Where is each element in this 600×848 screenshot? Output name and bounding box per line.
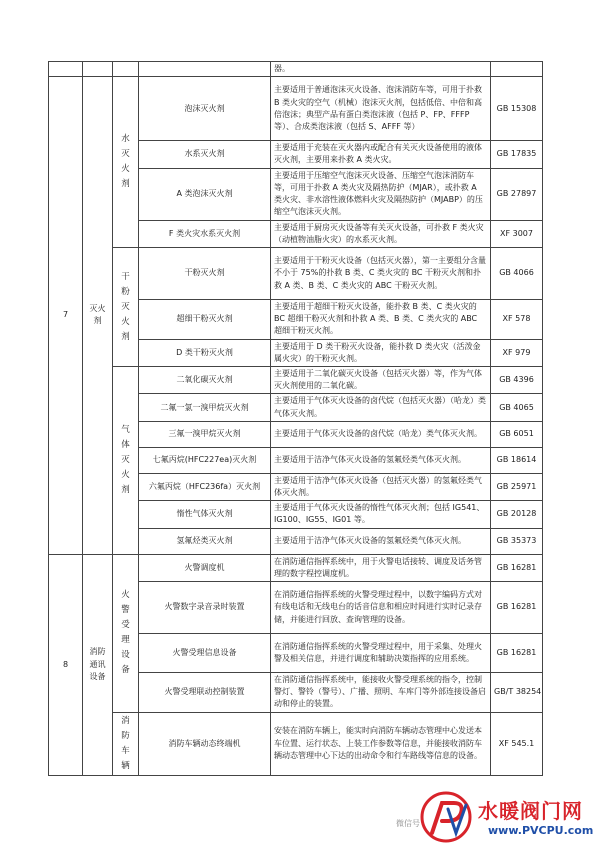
category-cell: 消防通讯设备 [83,554,113,775]
subcategory-cell: 气体灭火剂 [113,367,139,555]
row-number: 8 [49,554,83,775]
pv-logo-icon [418,789,474,845]
product-name: 氢氟烃类灭火剂 [139,528,271,554]
description-cell: 主要适用于压缩空气泡沫灭火设备、压缩空气泡沫消防车等，可用于扑救 A 类火灾及隔热防护（MJAR），或扑救 A 类火灾、非水溶性液体燃料火灾及隔热防护（MJABP）的压缩空气泡沫灭火剂。 [271,168,491,220]
subcategory-cell: 干粉灭火剂 [113,248,139,367]
standard-code: GB 17835 [491,141,543,168]
subcategory-cell: 火警受理设备 [113,554,139,712]
description-cell: 器。 [271,62,491,77]
wechat-stamp: 微信号 [396,819,420,828]
description-cell: 主要适用于充装在灭火器内或配合有关灭火设备使用的液体灭火剂，主要用来扑救 A 类火灾。 [271,141,491,168]
product-name: 火警受理信息设备 [139,634,271,673]
description-cell: 主要适用于干粉灭火设备（包括灭火器），第一主要组分含量不小于 75%的扑救 B 类、C 类火灾的 BC 干粉灭火剂和扑救 A 类、B 类、C 类火灾的 ABC 干粉灭火剂。 [271,248,491,300]
description-cell: 主要适用于洁净气体灭火设备的氢氟烃类气体灭火剂。 [271,447,491,473]
description-cell: 主要适用于 D 类干粉灭火设备，能扑救 D 类火灾（活泼金属火灾）的干粉灭火剂。 [271,339,491,366]
standard-code: GB 20128 [491,501,543,528]
description-cell: 主要适用于普通泡沫灭火设备、泡沫消防车等，可用于扑救 B 类火灾的空气（机械）泡沫灭火剂，包括低倍、中倍和高倍泡沫；典型产品有蛋白类泡沫液（包括 P、FP、FFFP 等）、合成类泡沫液（包括 S、AFFF 等） [271,77,491,141]
table-row [49,554,543,581]
product-name: 消防车辆动态终端机 [139,712,271,775]
standard-code: GB 35373 [491,528,543,554]
description-cell: 主要适用于气体灭火设备的惰性气体灭火剂；包括 IG541、IG100、IG55、IG01 等。 [271,501,491,528]
description-cell: 主要适用于洁净气体灭火设备（包括灭火器）的氢氟烃类气体灭火剂。 [271,473,491,500]
table-row [49,62,543,77]
description-cell: 主要适用于洁净气体灭火设备的氢氟烃类气体灭火剂。 [271,528,491,554]
watermark-title: 水暖阀门网 [478,799,583,823]
product-name: 火警调度机 [139,554,271,581]
product-name: 三氟一溴甲烷灭火剂 [139,421,271,447]
subcategory-cell: 水灭火剂 [113,77,139,248]
description-cell: 主要适用于二氧化碳灭火设备（包括灭火器）等，作为气体灭火剂使用的二氧化碳。 [271,367,491,394]
standard-code: GB/T 38254 [491,673,543,713]
product-name: F 类火灾水系灭火剂 [139,220,271,247]
product-name: 干粉灭火剂 [139,248,271,300]
description-cell: 主要适用于气体灭火设备的卤代烷（哈龙）类气体灭火剂。 [271,421,491,447]
standard-code: GB 16281 [491,634,543,673]
table-row [49,712,543,775]
standard-code: XF 545.1 [491,712,543,775]
product-name: 超细干粉灭火剂 [139,300,271,340]
product-name: 惰性气体灭火剂 [139,501,271,528]
product-name: 泡沫灭火剂 [139,77,271,141]
product-name: 六氟丙烷（HFC236fa）灭火剂 [139,473,271,500]
standard-code: GB 18614 [491,447,543,473]
product-name: 火警数字录音录时装置 [139,582,271,634]
standards-table [48,61,543,776]
subcategory-cell: 消防车辆 [113,712,139,775]
description-cell: 主要适用于气体灭火设备的卤代烷（包括灭火器）（哈龙）类气体灭火剂。 [271,394,491,421]
description-cell: 在消防通信指挥系统中，用于火警电话接转、调度及话务管理的数字程控调度机。 [271,554,491,581]
standard-code: GB 25971 [491,473,543,500]
category-cell: 灭火剂 [83,77,113,554]
product-name: 七氟丙烷(HFC227ea)灭火剂 [139,447,271,473]
standard-code: GB 16281 [491,554,543,581]
description-cell: 主要适用于超细干粉灭火设备，能扑救 B 类、C 类火灾的 BC 超细干粉灭火剂和扑救 A 类、B 类、C 类火灾的 ABC 超细干粉灭火剂。 [271,300,491,340]
standard-code: GB 27897 [491,168,543,220]
description-cell: 在消防通信指挥系统的火警受理过程中，用于采集、处理火警及相关信息，并进行调度和辅助决策指挥的应用系统。 [271,634,491,673]
site-watermark [418,789,598,845]
description-cell: 在消防通信指挥系统的火警受理过程中，以数字编码方式对有线电话和无线电台的话音信息和相应时间进行实时记录存储，并能进行回放、查询管理的设备。 [271,582,491,634]
description-cell: 主要适用于厨房灭火设备等有关灭火设备，可扑救 F 类火灾（动植物油脂火灾）的水系灭火剂。 [271,220,491,247]
product-name: 火警受理联动控制装置 [139,673,271,713]
product-name: 水系灭火剂 [139,141,271,168]
standard-code: GB 4065 [491,394,543,421]
standard-code: GB 15308 [491,77,543,141]
watermark-url: www.PVCPU.com [488,824,594,837]
standard-code: XF 578 [491,300,543,340]
description-cell: 安装在消防车辆上，能实时向消防车辆动态管理中心发送本车位置、运行状态、上装工作参数等信息，并能接收消防车辆动态管理中心下达的出动命令和行车路线等信息的设备。 [271,712,491,775]
table-row [49,248,543,300]
standard-code: GB 16281 [491,582,543,634]
table-row [49,367,543,394]
standard-code: GB 4396 [491,367,543,394]
description-cell: 在消防通信指挥系统中，能接收火警受理系统的指令，控制警灯、警铃（警号）、广播、照明、车库门等外部连接设备启动和停止的装置。 [271,673,491,713]
standard-code: GB 6051 [491,421,543,447]
product-name: D 类干粉灭火剂 [139,339,271,366]
row-number: 7 [49,77,83,554]
product-name: 二氧化碳灭火剂 [139,367,271,394]
product-name: A 类泡沫灭火剂 [139,168,271,220]
table-row [49,77,543,141]
product-name: 二氟一氯一溴甲烷灭火剂 [139,394,271,421]
standard-code: XF 979 [491,339,543,366]
standard-code: XF 3007 [491,220,543,247]
standard-code: GB 4066 [491,248,543,300]
